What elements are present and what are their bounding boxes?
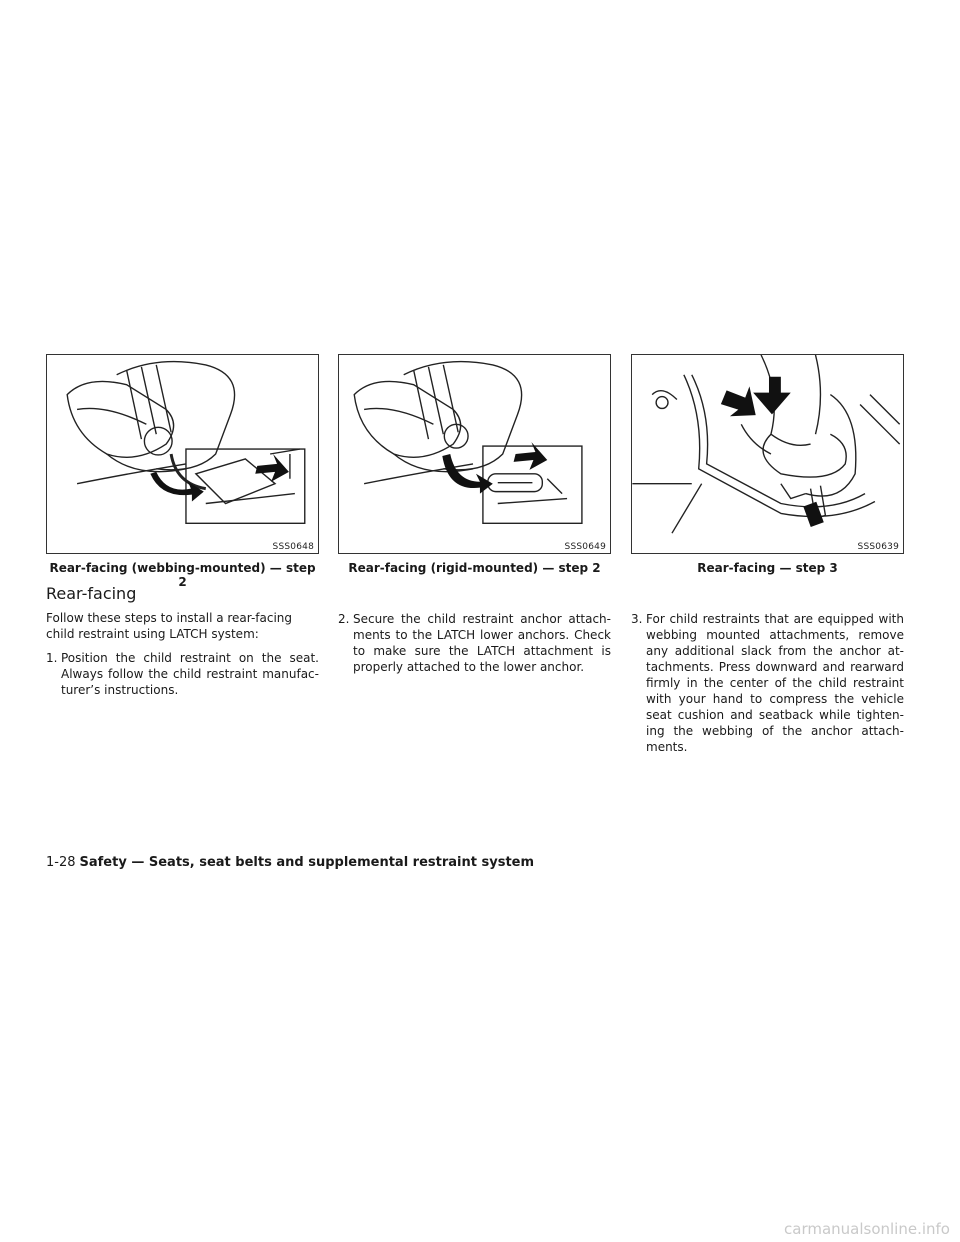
watermark: carmanualsonline.info [784, 1220, 950, 1238]
step-text: For child restraints that are equipped with webbing mounted attachments, remove any additional slack from the anchor at-tachments. Press downward and rearward firmly in the center of the child restraint with your hand to compress the vehicle seat cushion and seatback while tighten-ing the webbing of the anchor attach-ments. [646, 612, 904, 754]
step-number: 2. [338, 612, 350, 626]
page-footer [46, 855, 534, 870]
step-text: Position the child restraint on the seat. Always follow the child restraint manufac-turer’s instructions. [61, 651, 319, 697]
step-2 [338, 611, 611, 675]
figure-caption: Rear-facing (webbing-mounted) — step 2 [49, 561, 316, 589]
illustration-seat-webbing [47, 355, 318, 553]
figure-rigid-mounted [338, 354, 611, 554]
intro-paragraph: Follow these steps to install a rear-facing child restraint using LATCH system: [46, 611, 293, 641]
figure-step-3 [631, 354, 904, 554]
figure-code: SSS0639 [857, 542, 899, 552]
figure-caption: Rear-facing — step 3 [697, 561, 838, 575]
section-title: Rear-facing [46, 584, 137, 603]
illustration-hands-press [632, 355, 903, 553]
step-number: 3. [631, 612, 643, 626]
step-number: 1. [46, 651, 58, 665]
step-text: Secure the child restraint anchor attach-ments to the LATCH lower anchors. Check to make sure the LATCH attachment is properly attached to the lower anchor. [353, 612, 611, 674]
figure-webbing-mounted [46, 354, 319, 554]
figure-caption: Rear-facing (rigid-mounted) — step 2 [348, 561, 601, 575]
illustration-seat-rigid [339, 355, 610, 553]
step-1 [46, 650, 319, 698]
figure-code: SSS0648 [272, 542, 314, 552]
figure-code: SSS0649 [564, 542, 606, 552]
text-column-2 [338, 611, 611, 675]
text-column-3 [631, 611, 904, 755]
chapter-title: Safety — Seats, seat belts and supplemental restraint system [79, 855, 535, 870]
text-column-1 [46, 586, 319, 698]
step-3 [631, 611, 904, 755]
page-number: 1-28 [46, 855, 76, 870]
